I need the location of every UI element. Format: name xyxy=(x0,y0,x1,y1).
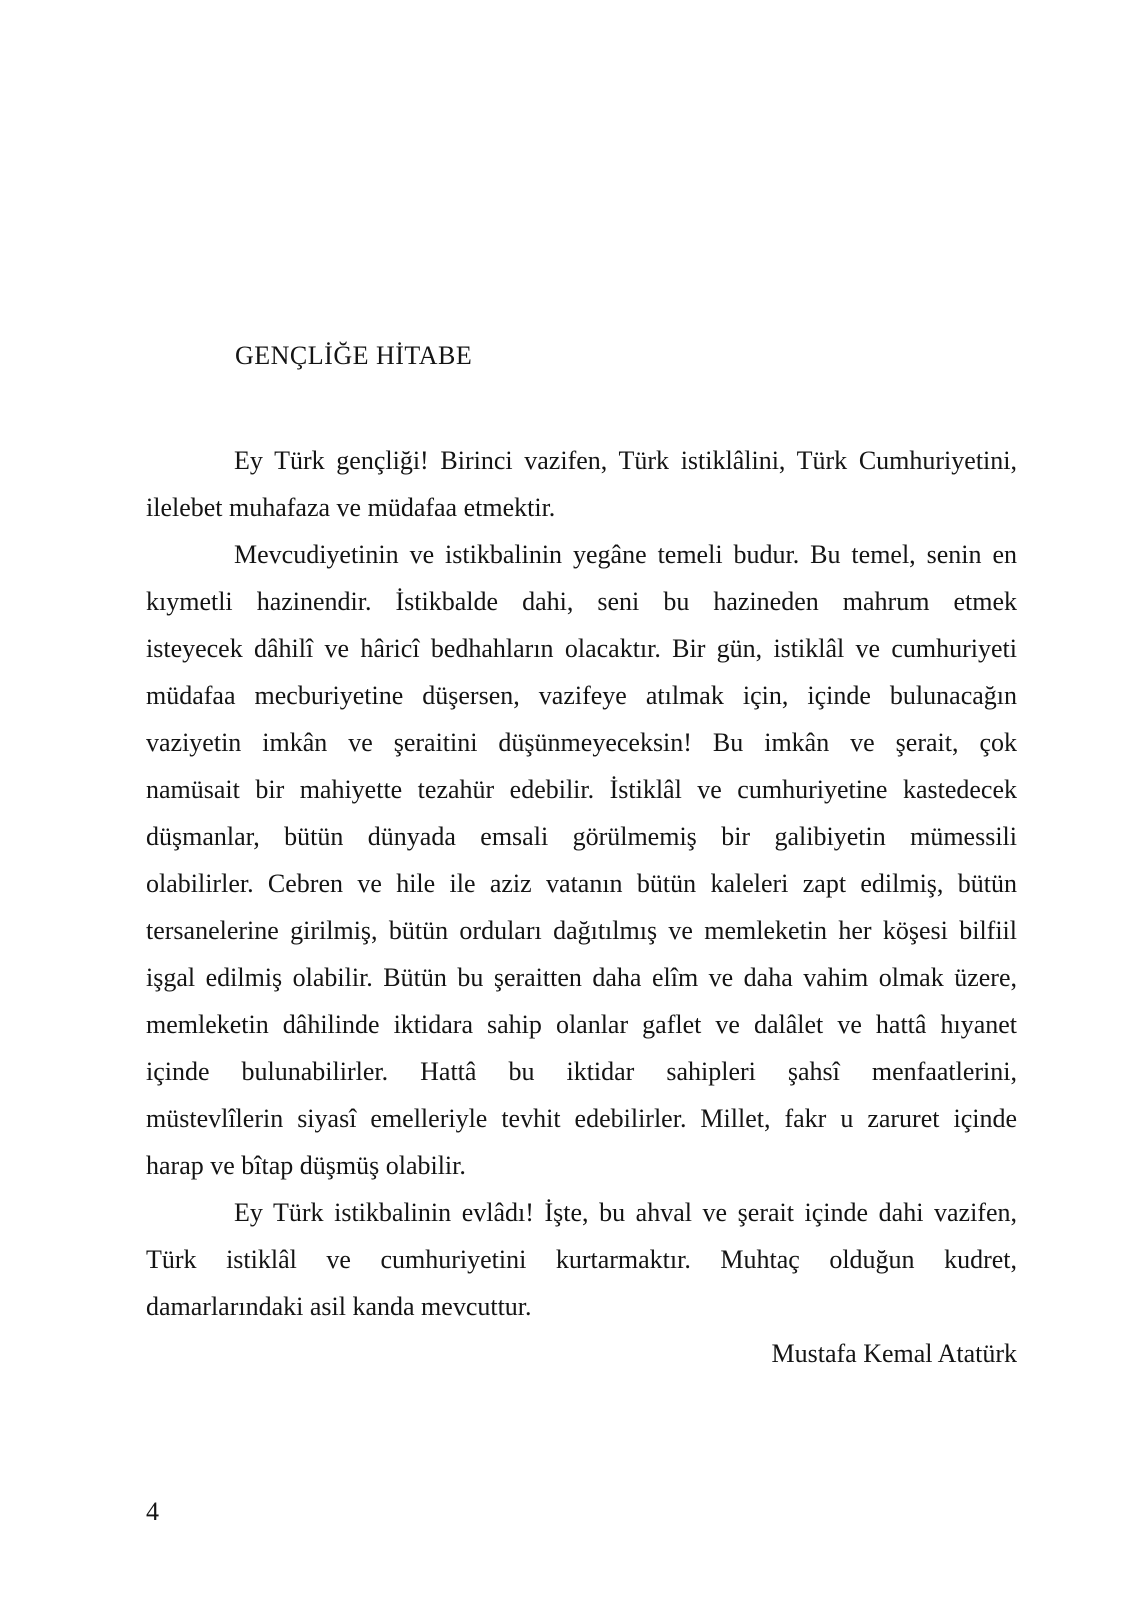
paragraph xyxy=(146,1189,1017,1330)
text-line: kıymetli hazinendir. İstikbalde dahi, seni bu hazineden mahrum etmek xyxy=(146,587,1017,616)
text-line: harap ve bîtap düşmüş olabilir. xyxy=(146,1151,466,1180)
text-line: namüsait bir mahiyette tezahür edebilir. İstiklâl ve cumhuriyetine kastedecek xyxy=(146,775,1017,804)
text-line: müdafaa mecburiyetine düşersen, vazifeye atılmak için, içinde bulunacağın xyxy=(146,681,1017,710)
text-line: içinde bulunabilirler. Hattâ bu iktidar sahipleri şahsî menfaatlerini, xyxy=(146,1057,1017,1086)
text-line: olabilirler. Cebren ve hile ile aziz vatanın bütün kaleleri zapt edilmiş, bütün xyxy=(146,869,1017,898)
paragraph xyxy=(146,437,1017,531)
text-line: müstevlîlerin siyasî emelleriyle tevhit edebilirler. Millet, fakr u zaruret içinde xyxy=(146,1104,1017,1133)
text-line: vaziyetin imkân ve şeraitini düşünmeyeceksin! Bu imkân ve şerait, çok xyxy=(146,728,1017,757)
paragraph xyxy=(146,531,1017,1189)
page-number: 4 xyxy=(146,1497,159,1526)
text-block xyxy=(146,332,1017,1377)
text-line: işgal edilmiş olabilir. Bütün bu şeraitten daha elîm ve daha vahim olmak üzere, xyxy=(146,963,1017,992)
signature-line: Mustafa Kemal Atatürk xyxy=(771,1339,1017,1368)
text-line: damarlarındaki asil kanda mevcuttur. xyxy=(146,1292,532,1321)
text-line: memleketin dâhilinde iktidara sahip olanlar gaflet ve dalâlet ve hattâ hıyanet xyxy=(146,1010,1017,1039)
text-line: ilelebet muhafaza ve müdafaa etmektir. xyxy=(146,493,556,522)
text-line: isteyecek dâhilî ve hâricî bedhahların olacaktır. Bir gün, istiklâl ve cumhuriyeti xyxy=(146,634,1017,663)
text-line: tersanelerine girilmiş, bütün orduları dağıtılmış ve memleketin her köşesi bilfiil xyxy=(146,916,1017,945)
text-line: Ey Türk gençliği! Birinci vazifen, Türk istiklâlini, Türk Cumhuriyetini, xyxy=(234,446,1017,475)
text-line: Türk istiklâl ve cumhuriyetini kurtarmaktır. Muhtaç olduğun kudret, xyxy=(146,1245,1017,1274)
text-line: Ey Türk istikbalinin evlâdı! İşte, bu ahval ve şerait içinde dahi vazifen, xyxy=(234,1198,1017,1227)
document-title: GENÇLİĞE HİTABE xyxy=(235,341,473,370)
text-line: düşmanlar, bütün dünyada emsali görülmemiş bir galibiyetin mümessili xyxy=(146,822,1017,851)
paragraphs xyxy=(146,437,1017,1330)
text-line: Mevcudiyetinin ve istikbalinin yegâne temeli budur. Bu temel, senin en xyxy=(234,540,1017,569)
